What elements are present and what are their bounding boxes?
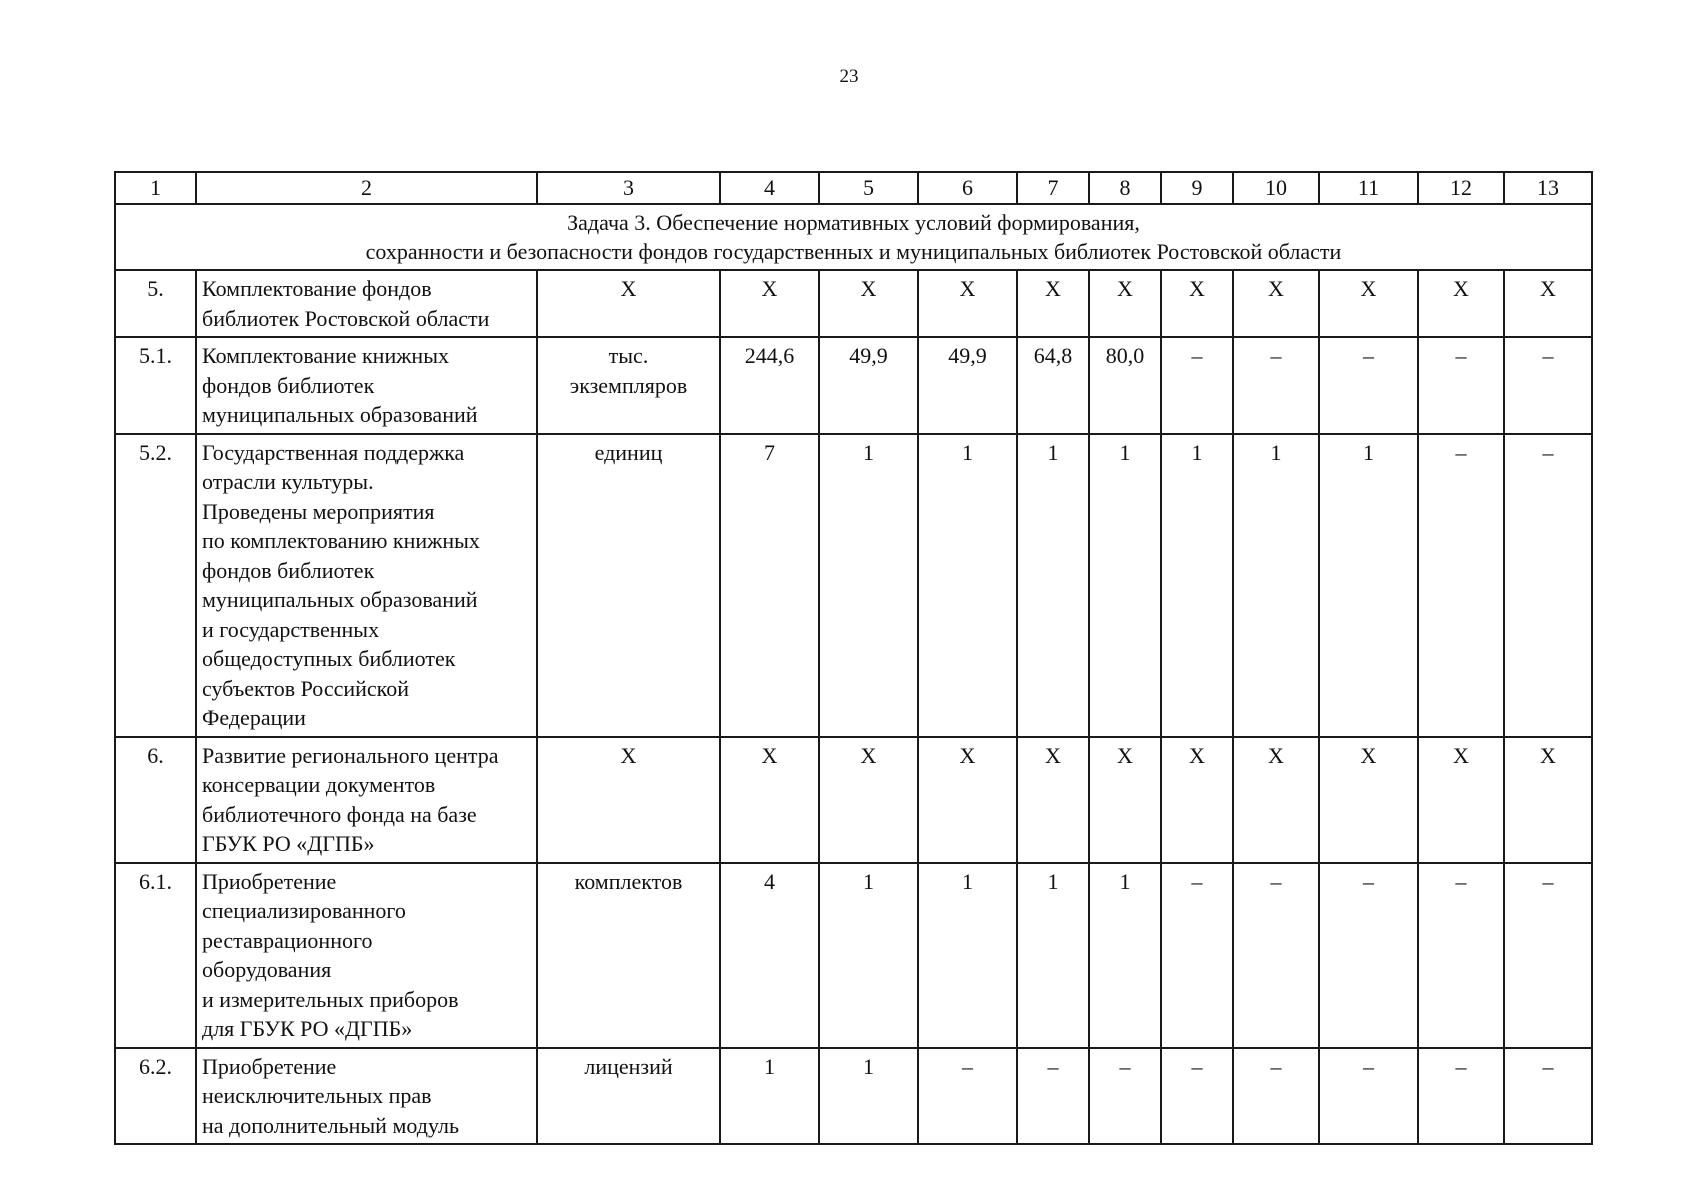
value-cell: 7 — [720, 434, 819, 737]
activity-name-line: фондов библиотек — [202, 557, 375, 583]
task-heading-row — [115, 204, 1592, 270]
activity-name-cell — [196, 434, 537, 737]
value-cell: X — [918, 270, 1017, 337]
column-number-cell: 7 — [1017, 172, 1089, 204]
activity-name-line: для ГБУК РО «ДГПБ» — [202, 1016, 413, 1041]
value-cell: – — [1089, 1048, 1161, 1145]
unit-line: X — [620, 276, 637, 301]
table-row — [115, 434, 1592, 737]
column-number-cell: 13 — [1504, 172, 1592, 204]
value-cell: – — [1418, 434, 1504, 737]
value-cell: X — [819, 737, 918, 863]
activity-name-line: Развитие регионального центра — [202, 742, 499, 768]
column-number-cell: 9 — [1161, 172, 1233, 204]
activity-name-cell — [196, 337, 537, 434]
unit-cell — [537, 863, 720, 1048]
value-cell: 80,0 — [1089, 337, 1161, 434]
value-cell: X — [720, 270, 819, 337]
value-cell: – — [1233, 337, 1319, 434]
value-cell: X — [1504, 270, 1592, 337]
unit-cell — [537, 434, 720, 737]
unit-line: лицензий — [584, 1053, 673, 1079]
activity-name-line: Комплектование книжных — [202, 343, 449, 368]
value-cell: 1 — [819, 1048, 918, 1145]
table-row — [115, 1048, 1592, 1145]
activity-name-line: на дополнительный модуль — [202, 1112, 459, 1138]
value-cell: – — [1017, 1048, 1089, 1145]
activity-name-line: библиотек Ростовской области — [202, 305, 490, 331]
activity-name-line: и измерительных приборов — [202, 986, 459, 1012]
value-cell: X — [1319, 737, 1418, 863]
unit-cell — [537, 337, 720, 434]
unit-line: комплектов — [574, 868, 683, 894]
column-number-cell: 1 — [115, 172, 196, 204]
value-cell: X — [1504, 737, 1592, 863]
value-cell: – — [1161, 1048, 1233, 1145]
activity-name-cell — [196, 1048, 537, 1145]
activity-name-line: реставрационного — [202, 927, 373, 953]
page-number: 23 — [839, 66, 859, 87]
value-cell: X — [1161, 270, 1233, 337]
row-number-cell: 6.1. — [115, 863, 196, 1048]
value-cell: – — [1233, 863, 1319, 1048]
column-number-cell: 10 — [1233, 172, 1319, 204]
activity-name-line: консервации документов — [202, 772, 436, 797]
activity-name-line: Проведены мероприятия — [202, 498, 435, 524]
value-cell: X — [1418, 737, 1504, 863]
activity-name-line: субъектов Российской — [202, 675, 410, 701]
value-cell: 1 — [1017, 863, 1089, 1048]
unit-line: тыс. — [608, 343, 649, 368]
value-cell: – — [1161, 863, 1233, 1048]
activity-name-line: по комплектованию книжных — [202, 528, 480, 553]
value-cell: – — [1319, 863, 1418, 1048]
activity-name-cell — [196, 863, 537, 1048]
row-number-cell: 5. — [115, 270, 196, 337]
row-number-cell: 5.1. — [115, 337, 196, 434]
column-number-cell: 2 — [196, 172, 537, 204]
activity-name-line: Федерации — [202, 705, 306, 730]
value-cell: 1 — [819, 863, 918, 1048]
value-cell: 1 — [1089, 434, 1161, 737]
column-number-cell: 4 — [720, 172, 819, 204]
activity-name-cell — [196, 737, 537, 863]
table-row — [115, 737, 1592, 863]
value-cell: 49,9 — [819, 337, 918, 434]
column-number-cell: 3 — [537, 172, 720, 204]
value-cell: 1 — [819, 434, 918, 737]
value-cell: – — [1418, 337, 1504, 434]
value-cell: X — [1418, 270, 1504, 337]
activity-name-line: специализированного — [202, 898, 406, 923]
table-row — [115, 337, 1592, 434]
value-cell: 1 — [1161, 434, 1233, 737]
value-cell: X — [1319, 270, 1418, 337]
value-cell: X — [1161, 737, 1233, 863]
activity-name-line: библиотечного фонда на базе — [202, 801, 477, 827]
value-cell: 1 — [720, 1048, 819, 1145]
value-cell: 1 — [1089, 863, 1161, 1048]
activity-name-line: муниципальных образований — [202, 587, 478, 612]
column-number-cell: 11 — [1319, 172, 1418, 204]
value-cell: – — [1319, 337, 1418, 434]
value-cell: – — [1504, 434, 1592, 737]
unit-line: X — [620, 742, 637, 768]
value-cell: – — [1504, 337, 1592, 434]
value-cell: – — [1233, 1048, 1319, 1145]
activity-name-line: фондов библиотек — [202, 372, 375, 398]
value-cell: X — [1089, 737, 1161, 863]
table-row — [115, 270, 1592, 337]
activity-name-line: Приобретение — [202, 868, 337, 894]
value-cell: – — [1504, 1048, 1592, 1145]
activity-name-line: отрасли культуры. — [202, 469, 374, 494]
activity-name-line: ГБУК РО «ДГПБ» — [202, 831, 375, 856]
activity-name-line: Комплектование фондов — [202, 276, 432, 301]
activity-name-line: муниципальных образований — [202, 402, 478, 427]
task-heading-cell — [115, 204, 1592, 270]
row-number-cell: 5.2. — [115, 434, 196, 737]
value-cell: – — [1161, 337, 1233, 434]
task-heading-line: Задача 3. Обеспечение нормативных условий формирования, — [567, 210, 1140, 235]
unit-line: единиц — [594, 439, 663, 465]
value-cell: 49,9 — [918, 337, 1017, 434]
value-cell: 4 — [720, 863, 819, 1048]
task-heading-line: сохранности и безопасности фондов государственных и муниципальных библиотек Ростовской области — [365, 239, 1342, 264]
activity-name-line: и государственных — [202, 616, 380, 642]
activity-name-line: Приобретение — [202, 1053, 337, 1079]
value-cell: 1 — [1233, 434, 1319, 737]
value-cell: 1 — [918, 863, 1017, 1048]
value-cell: X — [819, 270, 918, 337]
value-cell: – — [1504, 863, 1592, 1048]
value-cell: X — [918, 737, 1017, 863]
value-cell: X — [1017, 737, 1089, 863]
column-number-cell: 12 — [1418, 172, 1504, 204]
value-cell: 244,6 — [720, 337, 819, 434]
value-cell: X — [1017, 270, 1089, 337]
column-number-cell: 8 — [1089, 172, 1161, 204]
value-cell: – — [1418, 1048, 1504, 1145]
table-body — [115, 172, 1592, 1144]
value-cell: X — [1089, 270, 1161, 337]
unit-line: экземпляров — [569, 372, 688, 398]
unit-cell — [537, 737, 720, 863]
value-cell: 1 — [918, 434, 1017, 737]
value-cell: – — [1319, 1048, 1418, 1145]
activity-name-line: оборудования — [202, 957, 332, 982]
row-number-cell: 6. — [115, 737, 196, 863]
activity-name-cell — [196, 270, 537, 337]
value-cell: 1 — [1017, 434, 1089, 737]
column-number-cell: 6 — [918, 172, 1017, 204]
activity-name-line: Государственная поддержка — [202, 439, 465, 465]
value-cell: 1 — [1319, 434, 1418, 737]
unit-cell — [537, 270, 720, 337]
value-cell: – — [1418, 863, 1504, 1048]
value-cell: X — [1233, 270, 1319, 337]
value-cell: X — [720, 737, 819, 863]
unit-cell — [537, 1048, 720, 1145]
table-row — [115, 863, 1592, 1048]
column-number-cell: 5 — [819, 172, 918, 204]
value-cell: – — [918, 1048, 1017, 1145]
column-number-row — [115, 172, 1592, 204]
value-cell: 64,8 — [1017, 337, 1089, 434]
program-indicators-table — [114, 171, 1593, 1145]
row-number-cell: 6.2. — [115, 1048, 196, 1145]
activity-name-line: общедоступных библиотек — [202, 646, 456, 671]
activity-name-line: неисключительных прав — [202, 1083, 432, 1108]
value-cell: X — [1233, 737, 1319, 863]
